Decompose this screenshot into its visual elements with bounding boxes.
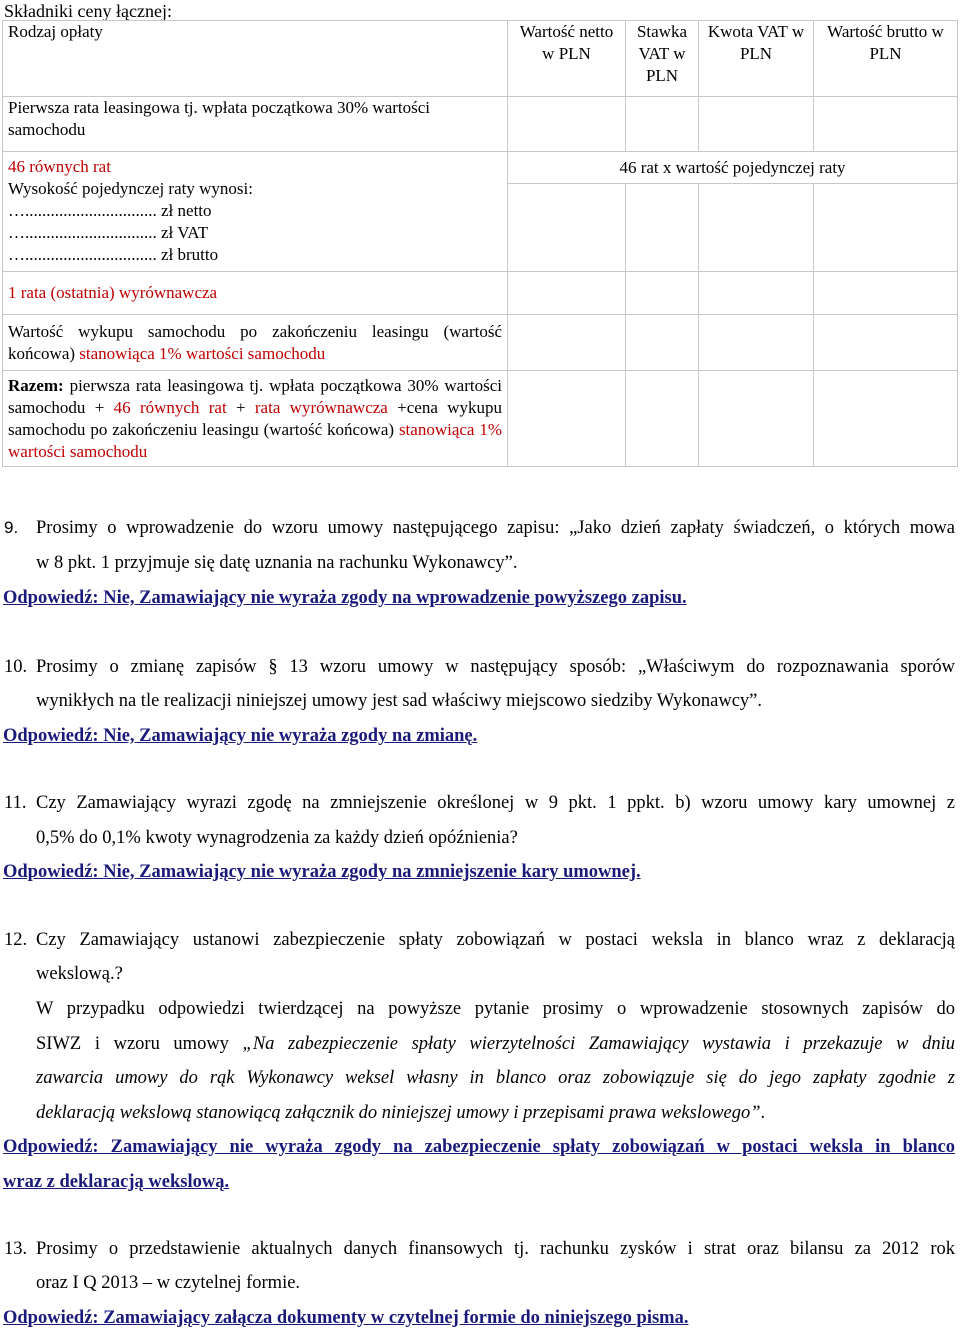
q12-answer-line2: wraz z deklaracją wekslową.	[3, 1172, 230, 1192]
table-row	[3, 371, 958, 467]
q12-number: 12.	[4, 930, 28, 950]
table-row	[3, 97, 958, 152]
q9-answer: Odpowiedź: Nie, Zamawiający nie wyraża zgody na wprowadzenie powyższego zapisu.	[3, 588, 687, 608]
q12-answer-line1: Odpowiedź: Zamawiający nie wyraża zgody na zabezpieczenie spłaty zobowiązań w postaci weksla in blanco	[3, 1137, 955, 1157]
q11-answer: Odpowiedź: Nie, Zamawiający nie wyraża zgody na zmniejszenie kary umownej.	[3, 862, 641, 882]
q10-answer: Odpowiedź: Nie, Zamawiający nie wyraża zgody na zmianę.	[3, 726, 478, 746]
q13-text-line2: oraz I Q 2013 – w czytelnej formie.	[36, 1273, 301, 1293]
row-first-installment: Pierwsza rata leasingowa tj. wpłata początkowa 30% wartości samochodu	[3, 97, 508, 152]
col-header-net: Wartość netto w PLN	[508, 21, 626, 97]
q12-text-line4: SIWZ i wzoru umowy „Na zabezpieczenie spłaty wierzytelności Zamawiający wystawia i przekazuje w dniu	[36, 1034, 955, 1054]
q9-number: 9.	[4, 518, 19, 537]
q10-text-line2: wynikłych na tle realizacji niniejszej umowy jest sad właściwy miejscowo siedziby Wykonawcy”.	[36, 691, 763, 711]
q12-text-line6: deklaracją wekslową stanowiącą załącznik do niniejszej umowy i przepisami prawa wekslowego”.	[36, 1103, 766, 1123]
buyout-text: Wartość wykupu samochodu po zakończeniu leasingu (wartość końcowa)	[8, 321, 502, 363]
total-label: Razem:	[8, 375, 64, 395]
section-heading: Składniki ceny łącznej:	[4, 1, 172, 21]
equal-installments-title: 46 równych rat	[8, 157, 111, 176]
table-row	[3, 152, 958, 184]
q13-text-line1: Prosimy o przedstawienie aktualnych danych finansowych tj. rachunku zysków i strat oraz bilansu za 2012 rok	[36, 1239, 955, 1259]
col-header-fee-type: Rodzaj opłaty	[3, 21, 508, 97]
q11-text-line1: Czy Zamawiający wyrazi zgodę na zmniejszenie określonej w 9 pkt. 1 ppkt. b) wzoru umowy kary umownej z	[36, 793, 955, 813]
q11-number: 11.	[4, 793, 27, 813]
row-balancing-installment: 1 rata (ostatnia) wyrównawcza	[3, 272, 508, 315]
q10-text-line1: Prosimy o zmianę zapisów § 13 wzoru umowy w następujący sposób: „Właściwym do rozpoznawania sporów	[36, 657, 955, 677]
q13-number: 13.	[4, 1239, 28, 1259]
q10-number: 10.	[4, 657, 28, 677]
q9-text-line1: Prosimy o wprowadzenie do wzoru umowy następującego zapisu: „Jako dzień zapłaty świadczeń, o których mowa	[36, 518, 955, 538]
table-row	[3, 315, 958, 371]
row-buyout-value	[3, 315, 508, 371]
net-amount-blank: …............................... zł netto	[8, 201, 212, 220]
table-row	[3, 272, 958, 315]
installments-merged-cell: 46 rat x wartość pojedynczej raty	[508, 152, 958, 184]
q9-text-line2: w 8 pkt. 1 przyjmuje się datę uznania na rachunku Wykonawcy”.	[36, 553, 518, 573]
q12-text-line2: wekslową.?	[36, 964, 123, 984]
gross-amount-blank: …............................... zł brutto	[8, 245, 219, 264]
col-header-vat-rate: Stawka VAT w PLN	[626, 21, 699, 97]
price-components-table	[2, 20, 958, 467]
row-total: Razem: pierwsza rata leasingowa tj. wpłata początkowa 30% wartości samochodu + 46 równych rat + rata wyrównawcza +cena wykupu samochodu po zakończeniu leasingu (wartość końcowa) stanowiąca 1% wartości samochodu	[3, 371, 508, 467]
buyout-percent: stanowiąca 1% wartości samochodu	[79, 343, 326, 363]
q13-answer: Odpowiedź: Zamawiający załącza dokumenty w czytelnej formie do niniejszego pisma.	[3, 1308, 689, 1328]
q11-text-line2: 0,5% do 0,1% kwoty wynagrodzenia za każdy dzień opóźnienia?	[36, 828, 518, 848]
col-header-gross: Wartość brutto w PLN	[814, 21, 958, 97]
col-header-vat-amount: Kwota VAT w PLN	[699, 21, 814, 97]
q12-text-line1: Czy Zamawiający ustanowi zabezpieczenie spłaty zobowiązań w postaci weksla in blanco wraz z deklaracją	[36, 930, 955, 950]
q12-text-line3: W przypadku odpowiedzi twierdzącej na powyższe pytanie prosimy o wprowadzenie stosownych zapisów do	[36, 999, 955, 1019]
vat-amount-blank: …............................... zł VAT	[8, 223, 209, 242]
row-equal-installments	[3, 152, 508, 272]
q12-text-line5: zawarcia umowy do rąk Wykonawcy weksel własny in blanco oraz zobowiązuje się do jego zapłaty zgodnie z	[36, 1068, 955, 1088]
installment-amount-label: Wysokość pojedynczej raty wynosi:	[8, 179, 253, 198]
table-header-row	[3, 21, 958, 97]
